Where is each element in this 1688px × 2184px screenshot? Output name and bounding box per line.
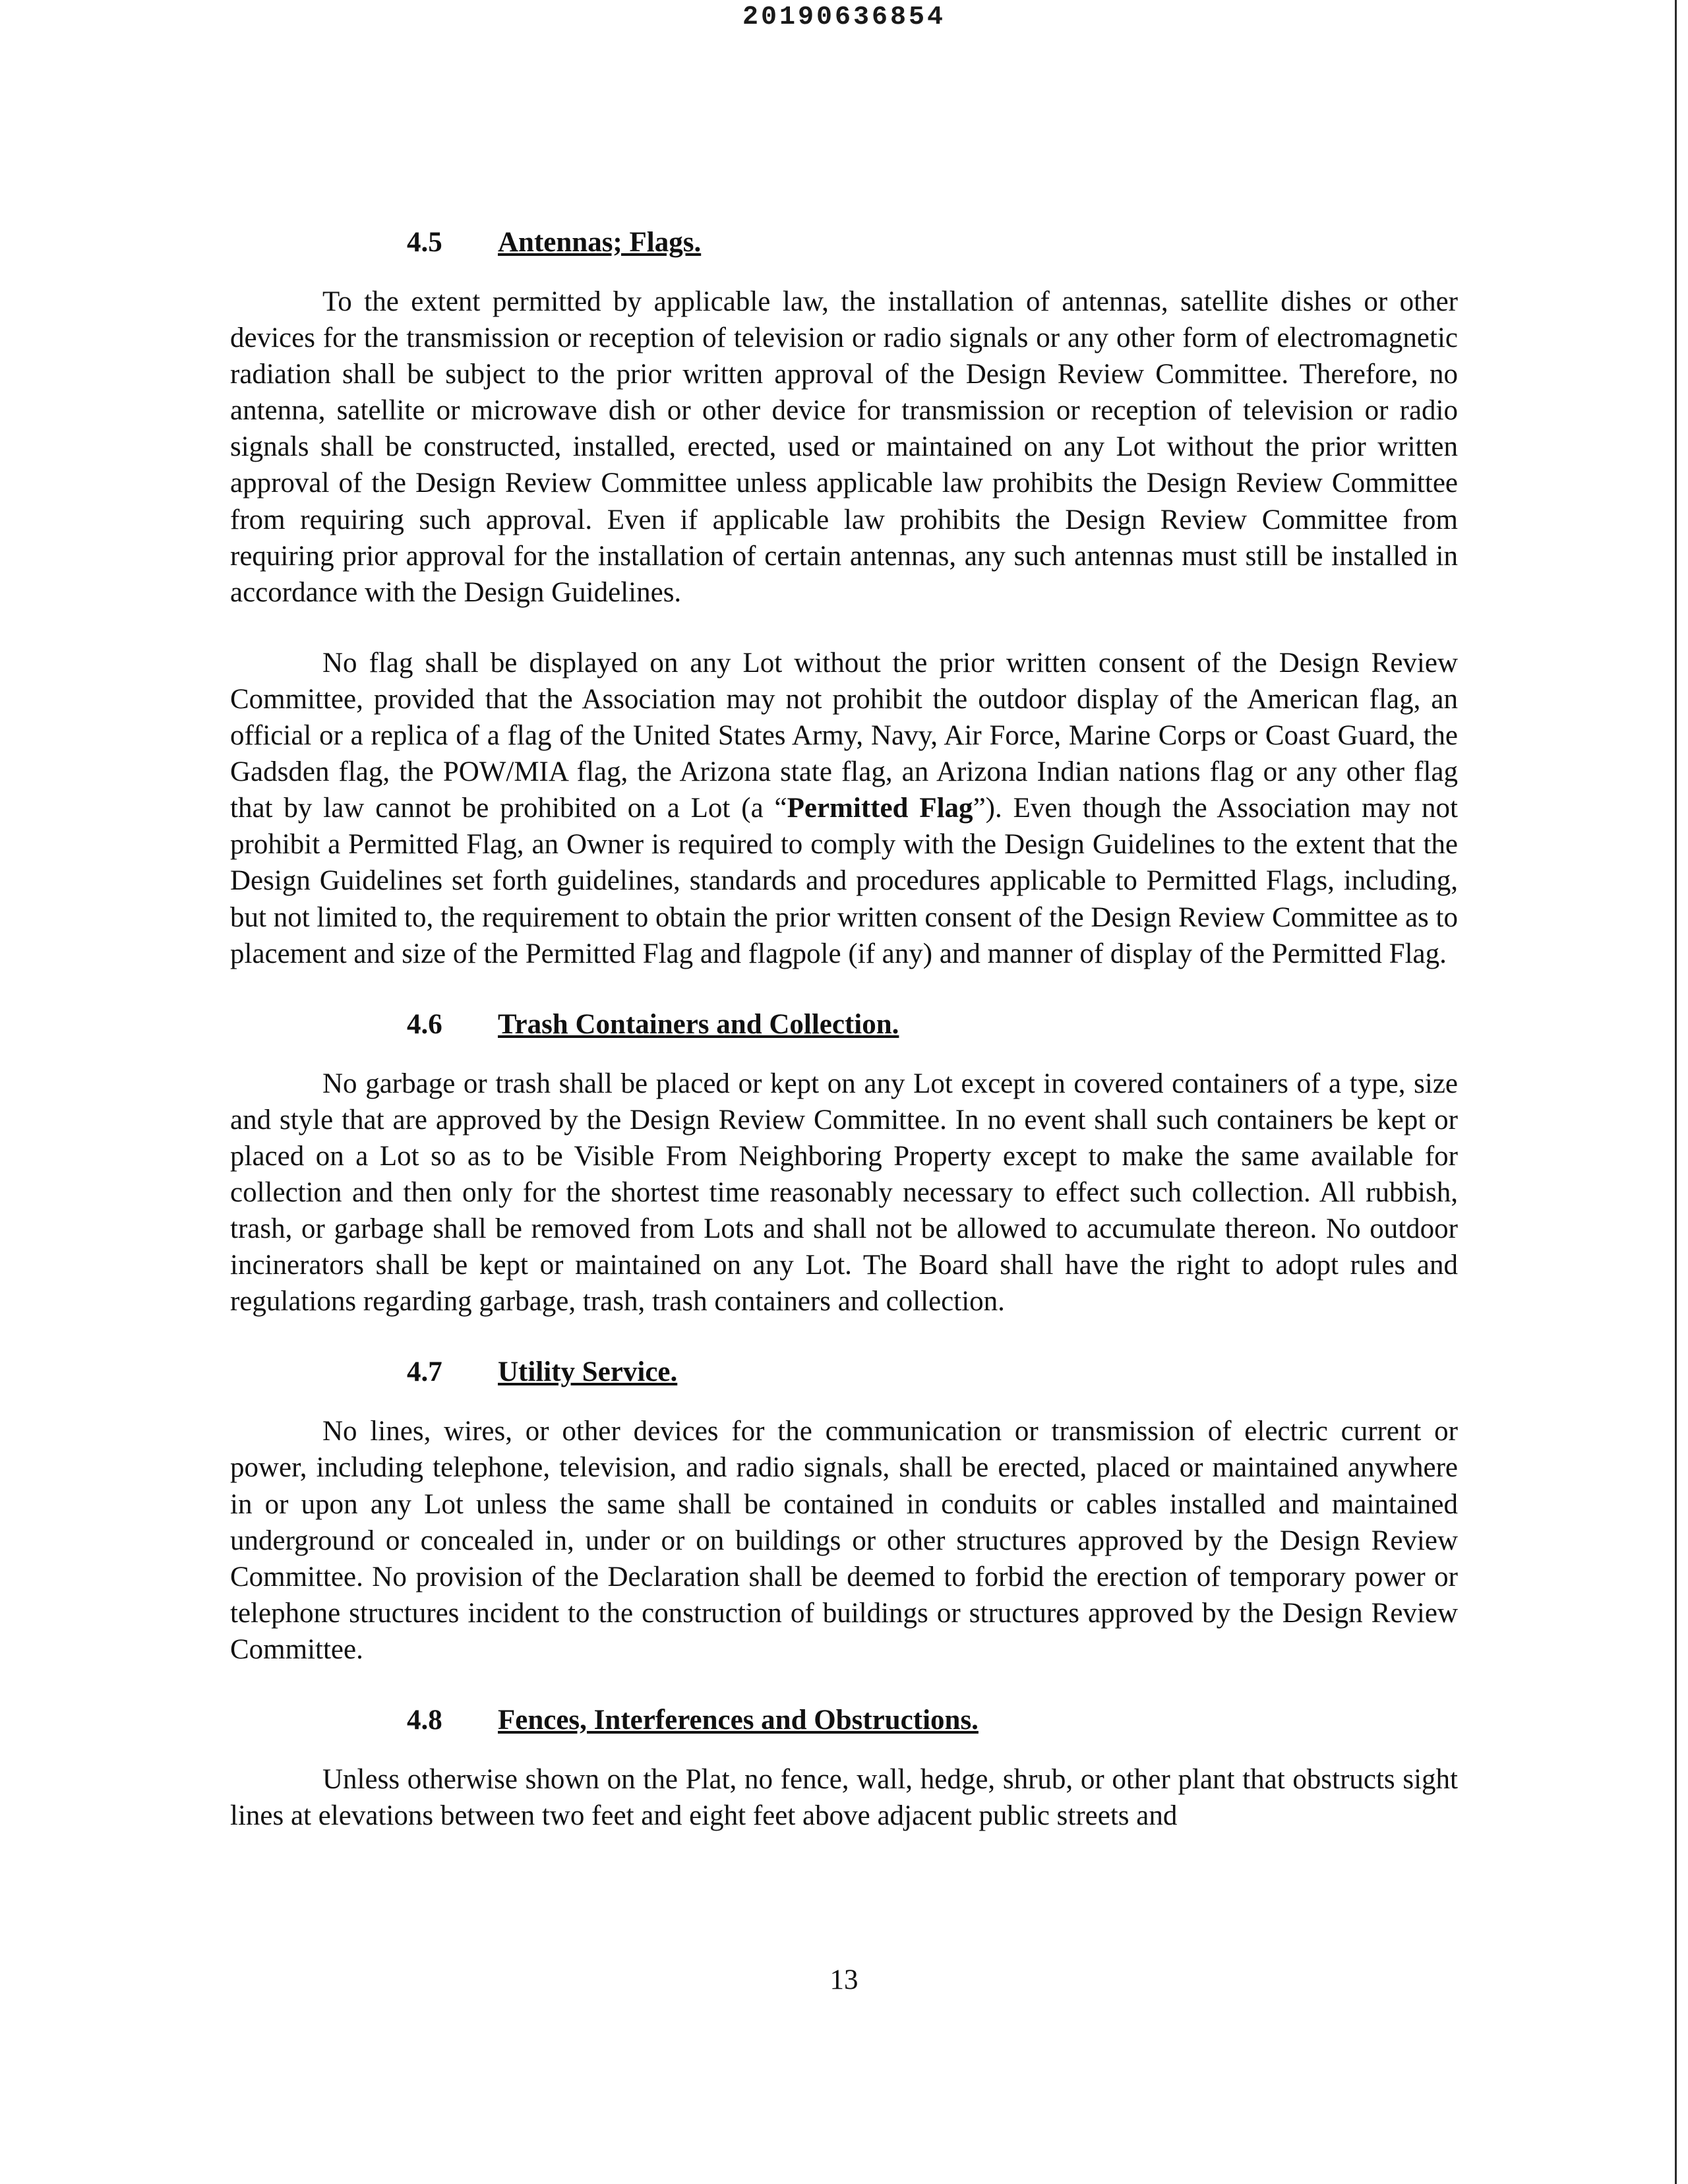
section-number: 4.6 (407, 1008, 442, 1040)
recording-number: 20190636854 (742, 3, 946, 32)
section-heading-4-7 (230, 1354, 1458, 1391)
section-title: Utility Service. (498, 1356, 678, 1388)
paragraph-flags (230, 645, 1458, 972)
section-title: Trash Containers and Collection. (498, 1008, 899, 1040)
document-body (230, 224, 1458, 1868)
page-number: 13 (829, 1964, 859, 1995)
section-number: 4.8 (407, 1705, 442, 1736)
page-right-border (1675, 0, 1677, 2184)
paragraph-utility: No lines, wires, or other devices for the communication or transmission of electric current or power, including telephone, television, and radio signals, shall be erected, placed or maintained anywhere in or upon any Lot unless the same shall be contained in conduits or cables installed and maintained underground or concealed in, under or on buildings or other structures approved by the Design Review Committee. No provision of the Declaration shall be deemed to forbid the erection of temporary power or telephone structures incident to the construction of buildings or structures approved by the Design Review Committee. (230, 1416, 1458, 1665)
paragraph-text: ”). Even though the Association may not prohibit a Permitted Flag, an Owner is required to comply with the Design Guidelines to the extent that the Design Guidelines set forth guidelines, standards and procedures applicable to Permitted Flags, including, but not limited to, the requirement to obtain the prior written consent of the Design Review Committee as to placement and size of the Permitted Flag and flagpole (if any) and manner of display of the Permitted Flag. (230, 793, 1458, 969)
section-heading-4-5 (230, 224, 1458, 261)
section-heading-4-6 (230, 1006, 1458, 1043)
paragraph-fences: Unless otherwise shown on the Plat, no fence, wall, hedge, shrub, or other plant that obstructs sight lines at elevations between two feet and eight feet above adjacent public streets and (230, 1764, 1458, 1832)
section-number: 4.5 (407, 227, 442, 258)
section-heading-4-8 (230, 1702, 1458, 1739)
paragraph-antennas: To the extent permitted by applicable law, the installation of antennas, satellite dishes or other devices for the transmission or reception of television or radio signals or any other form of electromagnetic radiation shall be subject to the prior written approval of the Design Review Committee. Therefore, no antenna, satellite or microwave dish or other device for transmission or reception of television or radio signals shall be constructed, installed, erected, used or maintained on any Lot without the prior written approval of the Design Review Committee unless applicable law prohibits the Design Review Committee from requiring such approval. Even if applicable law prohibits the Design Review Committee from requiring prior approval for the installation of certain antennas, any such antennas must still be installed in accordance with the Design Guidelines. (230, 286, 1458, 608)
paragraph-text: No flag shall be displayed on any Lot without the prior written consent of the Design Review Committee, provided that the Association may not prohibit the outdoor display of the American flag, an official or a replica of a flag of the United States Army, Navy, Air Force, Marine Corps or Coast Guard, the Gadsden flag, the POW/MIA flag, the Arizona state flag, an Arizona Indian nations flag or any other flag that by law cannot be prohibited on a Lot (a “ (230, 647, 1458, 824)
section-number: 4.7 (407, 1356, 442, 1388)
defined-term: Permitted Flag (787, 793, 973, 824)
section-title: Antennas; Flags. (498, 227, 702, 258)
paragraph-trash: No garbage or trash shall be placed or kept on any Lot except in covered containers of a type, size and style that are approved by the Design Review Committee. In no event shall such containers be kept or placed on a Lot so as to be Visible From Neighboring Property except to make the same available for collection and then only for the shortest time reasonably necessary to effect such collection. All rubbish, trash, or garbage shall be removed from Lots and shall not be allowed to accumulate thereon. No outdoor incinerators shall be kept or maintained on any Lot. The Board shall have the right to adopt rules and regulations regarding garbage, trash, trash containers and collection. (230, 1068, 1458, 1318)
section-title: Fences, Interferences and Obstructions. (498, 1705, 979, 1736)
